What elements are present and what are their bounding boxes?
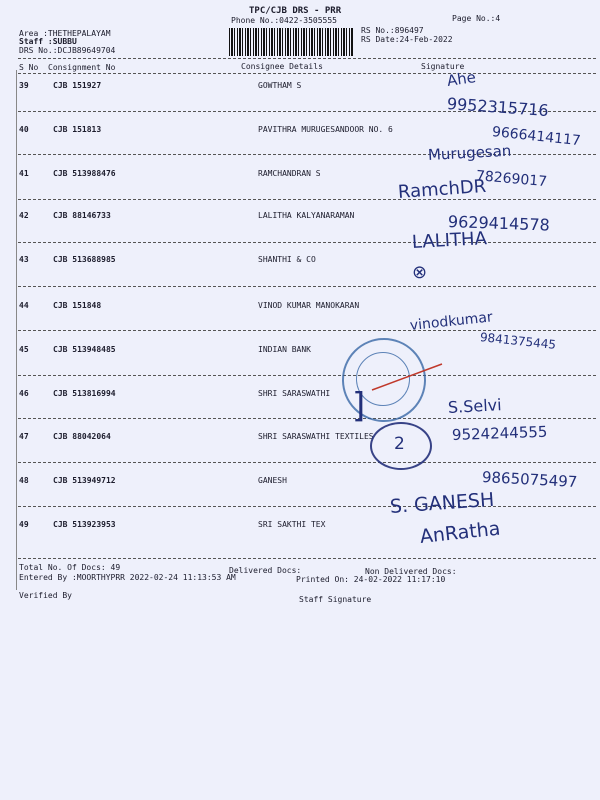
header-divider-2 [18, 73, 596, 74]
handwritten-phone-40: 9666414117 [491, 124, 582, 150]
verified-by: Verified By [19, 591, 72, 600]
handwritten-name-49: AnRatha [418, 517, 502, 548]
row-divider [18, 462, 596, 463]
row-sno: 42 [19, 211, 29, 220]
col-signature: Signature [421, 62, 465, 71]
row-sno: 39 [19, 81, 29, 90]
row-divider [18, 330, 596, 331]
row-consignment: CJB 513949712 [53, 476, 116, 485]
row-consignment: CJB 151927 [53, 81, 102, 90]
row-divider [18, 375, 596, 376]
row-consignment: CJB 88042064 [53, 432, 111, 441]
row-consignment: CJB 513923953 [53, 520, 116, 529]
row-consignment: CJB 513948485 [53, 345, 116, 354]
table-row [0, 255, 600, 297]
handwritten-phone-47: 9524244555 [451, 422, 548, 444]
handwritten-circled-number: 2 [394, 434, 405, 454]
drs-number: DRS No.:DCJB89649704 [19, 46, 116, 55]
page-number: Page No.:4 [452, 14, 501, 23]
handwritten-name-42: LALITHA [411, 228, 488, 253]
table-row [0, 345, 600, 387]
row-divider [18, 418, 596, 419]
printed-on: Printed On: 24-02-2022 11:17:10 [296, 575, 446, 584]
row-consignee: SRI SAKTHI TEX [258, 520, 326, 529]
non-delivered-docs: Non Delivered Docs: [365, 567, 457, 576]
row-divider [18, 242, 596, 243]
col-sno: S No [19, 63, 39, 72]
handwritten-name-48: S. GANESH [389, 488, 495, 518]
handwritten-phone-39: 9952315716 [446, 94, 550, 121]
row-divider [18, 199, 596, 200]
row-sno: 47 [19, 432, 29, 441]
rs-date: RS Date:24-Feb-2022 [361, 35, 453, 44]
row-sno: 41 [19, 169, 29, 178]
row-sno: 49 [19, 520, 29, 529]
total-docs: Total No. Of Docs: 49 [19, 563, 121, 572]
delivered-docs: Delivered Docs: [229, 566, 302, 575]
rs-number: RS No.:896497 [361, 26, 424, 35]
handwritten-phone-48: 9865075497 [481, 468, 578, 491]
handwritten-phone-41: 78269017 [475, 168, 548, 191]
row-consignee: PAVITHRA MURUGESANDOOR NO. 6 [258, 125, 393, 134]
col-consignee: Consignee Details [241, 62, 323, 71]
row-consignment: CJB 513816994 [53, 389, 116, 398]
handwritten-name-40: Murugesan [427, 141, 512, 164]
entered-by: Entered By :MOORTHYPRR 2022-02-24 11:13:53 AM [19, 573, 236, 582]
phone-number: Phone No.:0422-3505555 [231, 16, 337, 25]
table-end-divider [18, 558, 596, 559]
row-consignee: GANESH [258, 476, 287, 485]
handwritten-name-47: S.Selvi [447, 395, 503, 417]
area-label: Area :THETHEPALAYAM [19, 29, 111, 38]
row-consignment: CJB 151813 [53, 125, 102, 134]
row-sno: 43 [19, 255, 29, 264]
row-sno: 48 [19, 476, 29, 485]
handwritten-phone-42: 9629414578 [447, 212, 551, 235]
table-row [0, 517, 600, 562]
row-divider [18, 506, 596, 507]
handwritten-bracket-46: ] [352, 386, 366, 426]
row-consignment: CJB 513988476 [53, 169, 116, 178]
row-consignee: SHANTHI & CO [258, 255, 316, 264]
row-sno: 44 [19, 301, 29, 310]
row-consignment: CJB 151848 [53, 301, 102, 310]
row-consignee: RAMCHANDRAN S [258, 169, 321, 178]
staff-label: Staff :SUBBU [19, 37, 77, 46]
row-sno: 46 [19, 389, 29, 398]
row-consignee: GOWTHAM S [258, 81, 302, 90]
handwritten-phone-44: 9841375445 [479, 330, 557, 352]
handwritten-name-41: RamchDR [397, 175, 487, 203]
handwritten-signature-39: Ahe [445, 68, 477, 90]
row-consignee: SHRI SARASWATHI [258, 389, 331, 398]
row-consignment: CJB 513688985 [53, 255, 116, 264]
handwritten-name-44: vinodkumar [409, 309, 494, 334]
row-divider [18, 286, 596, 287]
staff-signature: Staff Signature [299, 595, 372, 604]
sheet-title: TPC/CJB DRS - PRR [249, 6, 342, 16]
row-consignee: VINOD KUMAR MANOKARAN [258, 301, 360, 310]
barcode [229, 28, 353, 56]
row-sno: 40 [19, 125, 29, 134]
row-consignee: SHRI SARASWATHI TEXTILES [258, 432, 374, 441]
stamp-slash-mark [370, 360, 450, 400]
row-sno: 45 [19, 345, 29, 354]
row-consignment: CJB 88146733 [53, 211, 111, 220]
handwritten-mark-43: ⊗ [412, 262, 428, 283]
row-consignee: LALITHA KALYANARAMAN [258, 211, 355, 220]
col-consignment: Consignment No [48, 63, 116, 72]
row-consignee: INDIAN BANK [258, 345, 311, 354]
header-divider [18, 58, 596, 59]
